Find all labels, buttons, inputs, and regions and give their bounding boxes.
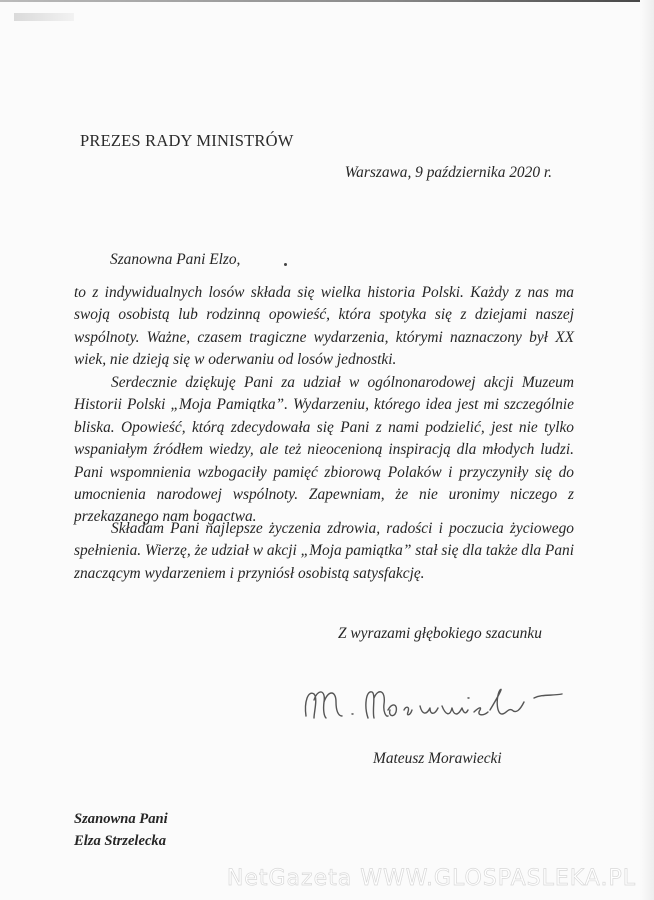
recipient-line-2: Elza Strzelecka (74, 833, 167, 849)
paragraph-text: Składam Pani najlepsze życzenia zdrowia, radości i poczucia życiowego spełnienia. Wierzę, że udział w akcji „Moja pamiątka” stał się dla także dla Pani znaczącym wydarzeniem i przyniósł osobistą satysfakcję. (74, 520, 574, 582)
recipient-block (74, 808, 168, 852)
paragraph-text: to z indywidualnych losów składa się wielka historia Polski. Każdy z nas ma swoją osobistą lub rodzinną opowieść, która spotyka się z dziejami naszej wspólnoty. Ważne, czasem tragiczne wydarzenia, którymi naznaczony był XX wiek, nie dzieją się w oderwaniu od losów jednostki. (74, 284, 574, 369)
closing-phrase: Z wyrazami głębokiego szacunku (338, 625, 542, 642)
signature-graphic (300, 680, 590, 730)
paragraph-1 (74, 282, 574, 372)
salutation: Szanowna Pani Elzo, (110, 251, 241, 268)
scan-top-edge (0, 0, 654, 2)
watermark: NetGazeta WWW.GLOSPASLEKA.PL (226, 866, 636, 891)
letter-header: PREZES RADY MINISTRÓW (80, 131, 294, 150)
paragraph-text: Serdecznie dziękuję Pani za udział w ogólnonarodowej akcji Muzeum Historii Polski „Moja Pamiątka”. Wydarzeniu, którego idea jest mi szczególnie bliska. Opowieść, którą zdecydowała się Pani z nami podzielić, jest nie tylko wspaniałym źródłem wiedzy, ale też nieocenioną inspiracją dla młodych ludzi. Pani wspomnienia wzbogaciły pamięć zbiorową Polaków i przyczyniły się do umocnienia narodowej wspólnoty. Zapewniam, że nie uronimy niczego z przekazanego nam bogactwa. (74, 374, 574, 526)
scan-right-edge (640, 0, 654, 900)
recipient-line-1: Szanowna Pani (74, 811, 168, 827)
paragraph-2 (74, 372, 574, 529)
date-line: Warszawa, 9 października 2020 r. (344, 164, 552, 181)
paragraph-3 (74, 518, 574, 585)
handwritten-signature (300, 680, 590, 734)
signatory-name: Mateusz Morawiecki (373, 750, 502, 767)
stray-mark (284, 263, 287, 266)
scan-smudge (14, 13, 74, 21)
